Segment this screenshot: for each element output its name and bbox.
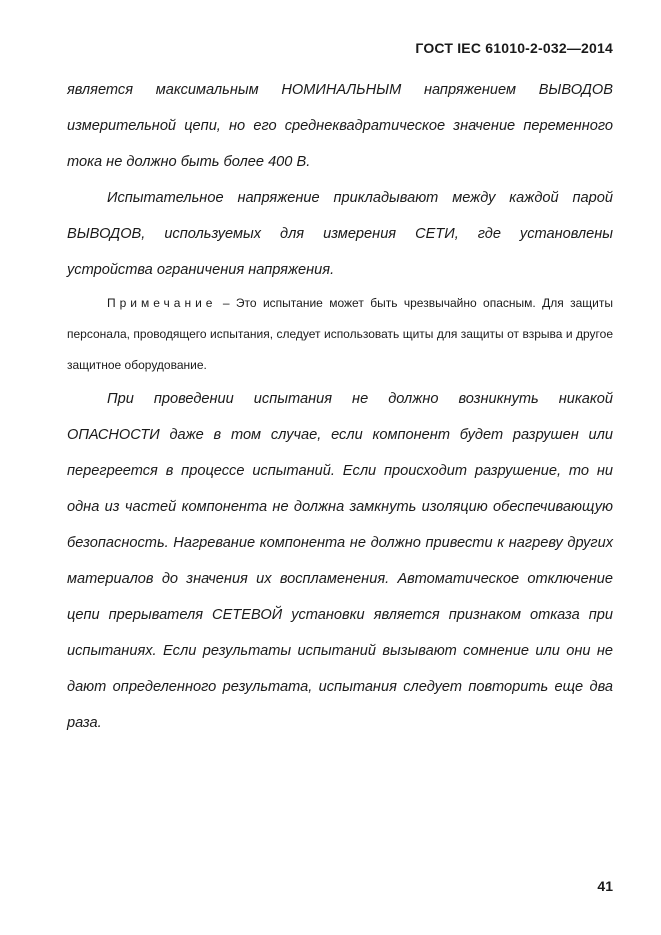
page-number: 41 <box>597 878 613 894</box>
note <box>67 288 613 381</box>
paragraph-test-voltage: Испытательное напряжение прикладывают между каждой парой ВЫВОДОВ, используемых для измерения СЕТИ, где установлены устройства ограничения напряжения. <box>67 190 613 278</box>
document-body <box>67 72 613 741</box>
paragraph-continuation: является максимальным НОМИНАЛЬНЫМ напряжением ВЫВОДОВ измерительной цепи, но его среднеквадратическое значение переменного тока не должно быть более 400 В. <box>67 82 613 170</box>
note-label: Примечание <box>107 296 217 310</box>
document-header: ГОСТ IEC 61010-2-032—2014 <box>415 40 613 56</box>
note-text: – Это испытание может быть чрезвычайно опасным. Для защиты персонала, проводящего испытания, следует использовать щиты для защиты от взрыва и другое защитное оборудование. <box>67 296 613 372</box>
paragraph-hazard: При проведении испытания не должно возникнуть никакой ОПАСНОСТИ даже в том случае, если компонент будет разрушен или перегреется в процессе испытаний. Если происходит разрушение, то ни одна из частей компонента не должна замкнуть изоляцию обеспечивающую безопасность. Нагревание компонента не должно привести к нагреву других материалов до значения их воспламенения. Автоматическое отключение цепи прерывателя СЕТЕВОЙ установки является признаком отказа при испытаниях. Если результаты испытаний вызывают сомнение или они не дают определенного результата, испытания следует повторить еще два раза. <box>67 391 613 731</box>
